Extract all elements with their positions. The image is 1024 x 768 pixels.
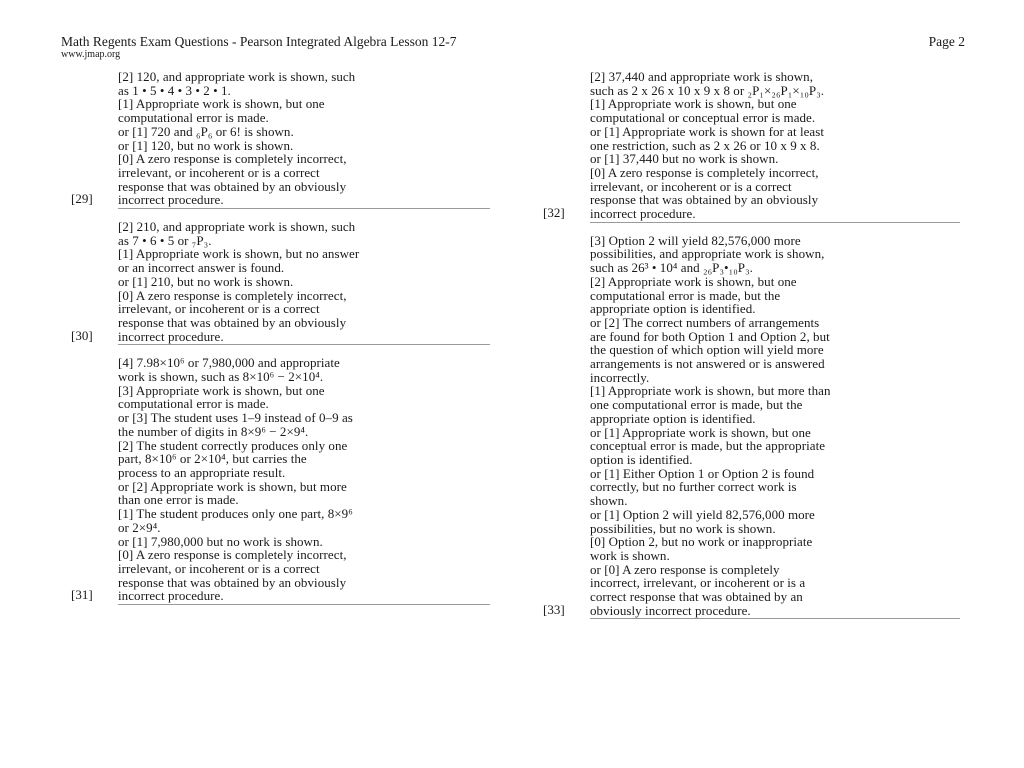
- question-number: [31]: [71, 587, 93, 603]
- rubric-line: the number of digits in 8×9⁶ − 2×9⁴.: [118, 423, 309, 439]
- rubric-line: or [1] Either Option 1 or Option 2 is found: [590, 465, 815, 481]
- rubric-line: such as 26³ • 10⁴ and ₂₆P₃•₁₀P₃.: [590, 260, 753, 276]
- rubric-line: incorrectly.: [590, 369, 650, 385]
- rubric-line: or [1] 37,440 but no work is shown.: [590, 151, 779, 167]
- rubric-line: irrelevant, or incoherent or is a correct: [118, 560, 320, 576]
- rubric-line: irrelevant, or incoherent or is a correct: [118, 164, 320, 180]
- rubric-line: [2] 120, and appropriate work is shown, such: [118, 69, 356, 84]
- rubric-line: [0] A zero response is completely incorrect,: [118, 547, 347, 563]
- source-url: www.jmap.org: [61, 49, 121, 60]
- page-number: Page 2: [928, 34, 965, 49]
- question-number: [30]: [71, 327, 93, 343]
- rubric-line: [1] Appropriate work is shown, but one: [118, 96, 325, 112]
- rubric-text: [118, 356, 490, 605]
- rubric-line: or [1] Option 2 will yield 82,576,000 more: [590, 506, 815, 522]
- rubric-line: or [2] Appropriate work is shown, but more: [118, 478, 347, 494]
- rubric-line: part, 8×10⁶ or 2×10⁴, but carries the: [118, 451, 307, 467]
- question-number: [29]: [71, 191, 93, 207]
- rubric-line: [3] Option 2 will yield 82,576,000 more: [590, 232, 801, 248]
- question-number: [33]: [543, 601, 565, 617]
- rubric-line: conceptual error is made, but the appropriate: [590, 438, 826, 454]
- rubric-item: [71, 220, 490, 345]
- rubric-line: shown.: [590, 493, 628, 509]
- rubric-line: incorrect procedure.: [590, 206, 696, 222]
- rubric-line: such as 2 x 26 x 10 x 9 x 8 or ₂P₁×₂₆P₁×₁₀P₃.: [590, 82, 825, 98]
- rubric-line: appropriate option is identified.: [590, 410, 756, 426]
- rubric-line: or [1] Appropriate work is shown for at least: [590, 123, 825, 139]
- rubric-line: incorrect, irrelevant, or incoherent or is a: [590, 575, 806, 591]
- rubric-line: [2] 37,440 and appropriate work is shown,: [590, 69, 814, 84]
- question-number: [32]: [543, 205, 565, 221]
- rubric-line: incorrect procedure.: [118, 192, 224, 208]
- rubric-line: than one error is made.: [118, 492, 239, 508]
- rubric-line: [4] 7.98×10⁶ or 7,980,000 and appropriate: [118, 355, 340, 371]
- right-column: [543, 70, 960, 630]
- rubric-line: or [2] The correct numbers of arrangements: [590, 314, 820, 330]
- rubric-line: [0] A zero response is completely incorrect,: [118, 287, 347, 303]
- rubric-line: possibilities, but no work is shown.: [590, 520, 776, 536]
- rubric-line: computational or conceptual error is made.: [590, 110, 816, 126]
- rubric-line: possibilities, and appropriate work is shown,: [590, 246, 825, 262]
- rubric-line: response that was obtained by an obviously: [590, 192, 819, 208]
- rubric-line: [0] A zero response is completely incorrect,: [590, 164, 819, 180]
- rubric-line: [0] Option 2, but no work or inappropriate: [590, 534, 813, 550]
- left-column: [71, 70, 490, 616]
- rubric-line: obviously incorrect procedure.: [590, 602, 751, 618]
- rubric-line: or [3] The student uses 1–9 instead of 0–9 as: [118, 410, 353, 426]
- rubric-line: or [1] 720 and ₆P₆ or 6! is shown.: [118, 123, 294, 139]
- rubric-text: [118, 70, 490, 209]
- rubric-line: as 1 • 5 • 4 • 3 • 2 • 1.: [118, 82, 231, 98]
- rubric-line: [2] Appropriate work is shown, but one: [590, 273, 797, 289]
- rubric-line: response that was obtained by an obviously: [118, 574, 347, 590]
- rubric-line: correctly, but no further correct work is: [590, 479, 797, 495]
- rubric-item: [71, 70, 490, 209]
- rubric-text: [590, 234, 960, 620]
- rubric-text: [590, 70, 960, 223]
- rubric-line: incorrect procedure.: [118, 328, 224, 344]
- rubric-line: response that was obtained by an obviously: [118, 178, 347, 194]
- rubric-line: [0] A zero response is completely incorrect,: [118, 151, 347, 167]
- rubric-text: [118, 220, 490, 345]
- rubric-line: computational error is made.: [118, 396, 269, 412]
- rubric-line: [1] Appropriate work is shown, but no answer: [118, 246, 360, 262]
- rubric-item: [543, 234, 960, 620]
- rubric-line: computational error is made, but the: [590, 287, 781, 303]
- rubric-line: computational error is made.: [118, 110, 269, 126]
- rubric-line: [2] The student correctly produces only one: [118, 437, 348, 453]
- rubric-line: [1] Appropriate work is shown, but more than: [590, 383, 831, 399]
- rubric-line: one computational error is made, but the: [590, 397, 803, 413]
- rubric-line: correct response that was obtained by an: [590, 589, 803, 605]
- rubric-line: or an incorrect answer is found.: [118, 260, 285, 276]
- rubric-line: or 2×9⁴.: [118, 519, 161, 535]
- rubric-line: or [0] A zero response is completely: [590, 561, 780, 577]
- rubric-line: response that was obtained by an obviously: [118, 314, 347, 330]
- rubric-line: or [1] Appropriate work is shown, but one: [590, 424, 811, 440]
- rubric-line: appropriate option is identified.: [590, 301, 756, 317]
- rubric-line: [1] Appropriate work is shown, but one: [590, 96, 797, 112]
- rubric-line: irrelevant, or incoherent or is a correct: [118, 301, 320, 317]
- rubric-line: the question of which option will yield more: [590, 342, 824, 358]
- rubric-item: [71, 356, 490, 605]
- rubric-line: incorrect procedure.: [118, 588, 224, 604]
- rubric-line: [2] 210, and appropriate work is shown, such: [118, 219, 356, 235]
- rubric-line: or [1] 120, but no work is shown.: [118, 137, 294, 153]
- document-title: Math Regents Exam Questions - Pearson Integrated Algebra Lesson 12-7: [61, 34, 457, 49]
- rubric-line: one restriction, such as 2 x 26 or 10 x 9 x 8.: [590, 137, 820, 153]
- rubric-line: arrangements is not answered or is answered: [590, 356, 825, 372]
- page-header: [61, 34, 965, 60]
- rubric-line: [1] The student produces only one part, 8×9⁶: [118, 506, 353, 522]
- rubric-line: as 7 • 6 • 5 or ₇P₃.: [118, 232, 212, 248]
- rubric-line: are found for both Option 1 and Option 2, but: [590, 328, 830, 344]
- rubric-line: work is shown, such as 8×10⁶ − 2×10⁴.: [118, 369, 324, 385]
- rubric-line: or [1] 210, but no work is shown.: [118, 273, 294, 289]
- rubric-item: [543, 70, 960, 223]
- rubric-line: work is shown.: [590, 547, 670, 563]
- rubric-line: [3] Appropriate work is shown, but one: [118, 382, 325, 398]
- rubric-line: or [1] 7,980,000 but no work is shown.: [118, 533, 323, 549]
- rubric-line: process to an appropriate result.: [118, 464, 286, 480]
- rubric-line: option is identified.: [590, 451, 693, 467]
- rubric-line: irrelevant, or incoherent or is a correct: [590, 178, 792, 194]
